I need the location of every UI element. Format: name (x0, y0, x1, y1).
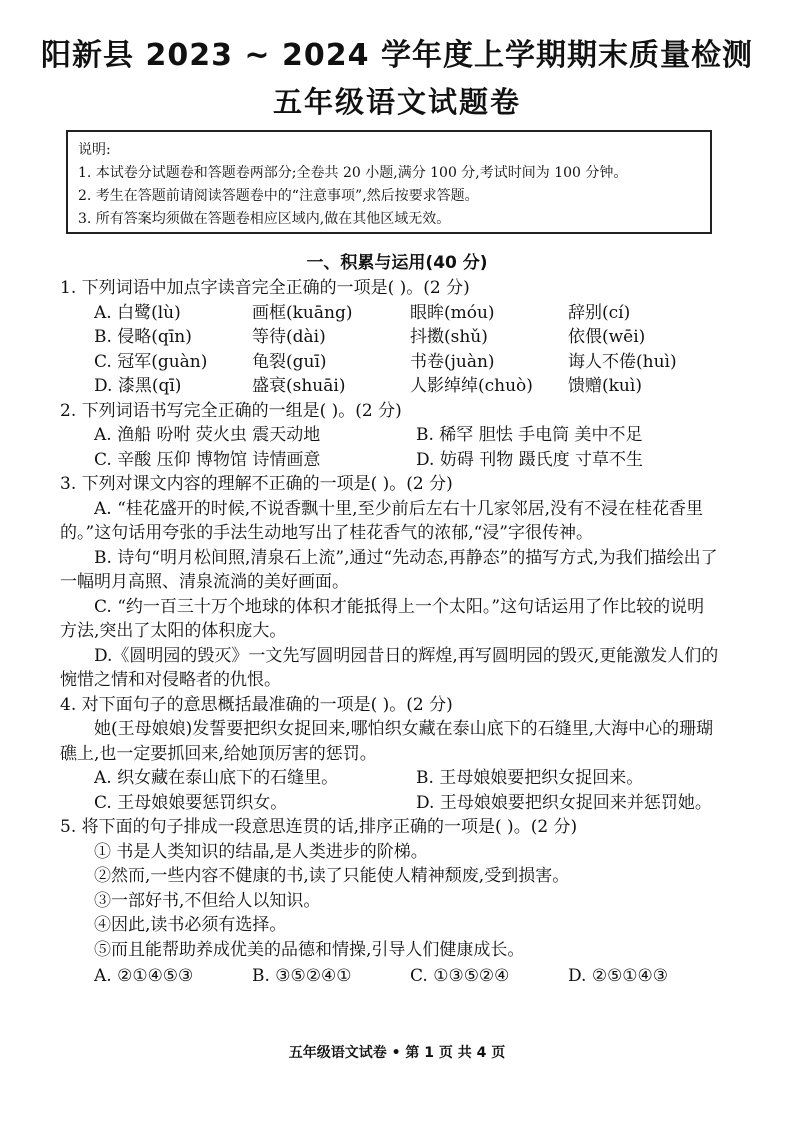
q1-cell: D. 漆黑(qī) (94, 376, 182, 396)
q2-option: C. 辛酸 压仰 博物馆 诗情画意 (94, 449, 321, 470)
q1-cell: 诲人不倦(huì) (568, 351, 677, 372)
q2-option-row (60, 423, 720, 448)
q1-cell: 画框(kuāng) (252, 302, 353, 323)
question-2-stem: 2. 下列词语书写完全正确的一组是( )。(2 分) (60, 400, 402, 421)
question-4-stem: 4. 对下面句子的意思概括最准确的一项是( )。(2 分) (60, 694, 453, 715)
q5-option-row (60, 964, 720, 989)
q2-option-row (60, 448, 720, 473)
q5-option: B. ③⑤②④① (252, 966, 352, 986)
question-1-stem: 1. 下列词语中加点字读音完全正确的一项是( )。(2 分) (60, 278, 470, 298)
question-5-stem: 5. 将下面的句子排成一段意思连贯的话,排序正确的一项是( )。(2 分) (60, 817, 578, 837)
q5-option: A. ②①④⑤③ (94, 966, 194, 986)
q5-sentence: ②然而,一些内容不健康的书,读了只能使人精神颓废,受到损害。 (94, 866, 570, 886)
instructions-heading: 说明: (78, 142, 111, 158)
q5-sentence: ① 书是人类知识的结晶,是人类进步的阶梯。 (94, 841, 428, 862)
q1-cell: 馈赠(kuì) (568, 376, 642, 396)
exam-title: 阳新县 2023 ~ 2024 学年度上学期期末质量检测 (41, 38, 753, 73)
q2-option: B. 稀罕 胆怯 手电筒 美中不足 (416, 425, 643, 445)
exam-subtitle: 五年级语文试题卷 (272, 85, 521, 119)
instruction-item: 3. 所有答案均须做在答题卷相应区域内,做在其他区域无效。 (78, 211, 451, 227)
q5-sentence: ④因此,读书必须有选择。 (94, 915, 287, 935)
q1-option-row (60, 374, 720, 399)
q1-cell: 辞别(cí) (568, 302, 631, 323)
q3-option-a: A. “桂花盛开的时候,不说香飘十里,至少前后左右十几家邻居,没有不浸在桂花香里的。”这句话用夸张的手法生动地写出了桂花香气的浓郁,“浸”字很传神。 (60, 498, 703, 543)
q2-option: D. 妨碍 刊物 蹑氏度 寸草不生 (416, 449, 644, 470)
q1-option-row (60, 301, 720, 326)
q1-cell: 盛衰(shuāi) (252, 376, 346, 396)
q1-cell: 书卷(juàn) (410, 351, 495, 372)
q3-option-c: C. “约一百三十万个地球的体积才能抵得上一个太阳。”这句话运用了作比较的说明方法,突出了太阳的体积庞大。 (60, 596, 705, 641)
questions (60, 276, 720, 989)
instruction-item: 2. 考生在答题前请阅读答题卷中的“注意事项”,然后按要求答题。 (78, 188, 479, 204)
instructions-box (66, 130, 712, 234)
q4-option: C. 王母娘娘要惩罚织女。 (94, 792, 288, 813)
q1-cell: B. 侵略(qīn) (94, 327, 192, 347)
q4-option: D. 王母娘娘要把织女捉回来并惩罚她。 (416, 792, 712, 813)
q1-cell: 人影绰绰(chuò) (410, 376, 533, 396)
q1-cell: A. 白鹭(lù) (94, 302, 181, 323)
q5-sentence: ⑤而且能帮助养成优美的品德和情操,引导人们健康成长。 (94, 939, 525, 960)
q3-option-d: D.《圆明园的毁灭》一文先写圆明园昔日的辉煌,再写圆明园的毁灭,更能激发人们的惋惜之情和对侵略者的仇恨。 (60, 645, 719, 690)
q1-cell: C. 冠军(guàn) (94, 351, 208, 372)
q5-sentence: ③一部好书,不但给人以知识。 (94, 890, 321, 911)
page-footer: 五年级语文试卷 • 第 1 页 共 4 页 (288, 1045, 506, 1061)
q4-option: A. 织女藏在泰山底下的石缝里。 (94, 768, 339, 788)
instruction-item: 1. 本试卷分试题卷和答题卷两部分;全卷共 20 小题,满分 100 分,考试时间为 100 分钟。 (78, 165, 628, 181)
q1-option-row (60, 325, 720, 350)
q5-option: C. ①③⑤②④ (410, 966, 510, 986)
q4-passage: 她(王母娘娘)发誓要把织女捉回来,哪怕织女藏在泰山底下的石缝里,大海中心的珊瑚礁上,也一定要抓回来,给她顶厉害的惩罚。 (60, 719, 714, 764)
q1-cell: 依偎(wēi) (568, 327, 646, 347)
q1-cell: 抖擞(shǔ) (410, 327, 488, 347)
q2-option: A. 渔船 吩咐 荧火虫 震天动地 (94, 425, 321, 445)
section-title: 一、积累与运用(40 分) (306, 253, 488, 273)
q1-cell: 龟裂(guī) (252, 351, 327, 372)
q1-option-row (60, 350, 720, 375)
q1-cell: 等待(dài) (252, 327, 326, 347)
q4-option-row (60, 791, 720, 816)
q4-option: B. 王母娘娘要把织女捉回来。 (416, 768, 644, 788)
q1-cell: 眼眸(móu) (410, 302, 495, 323)
question-3-stem: 3. 下列对课文内容的理解不正确的一项是( )。(2 分) (60, 474, 453, 494)
q4-option-row (60, 766, 720, 791)
q5-option: D. ②⑤①④③ (568, 966, 669, 986)
q3-option-b: B. 诗句“明月松间照,清泉石上流”,通过“先动态,再静态”的描写方式,为我们描绘出了一幅明月高照、清泉流淌的美好画面。 (60, 547, 718, 592)
